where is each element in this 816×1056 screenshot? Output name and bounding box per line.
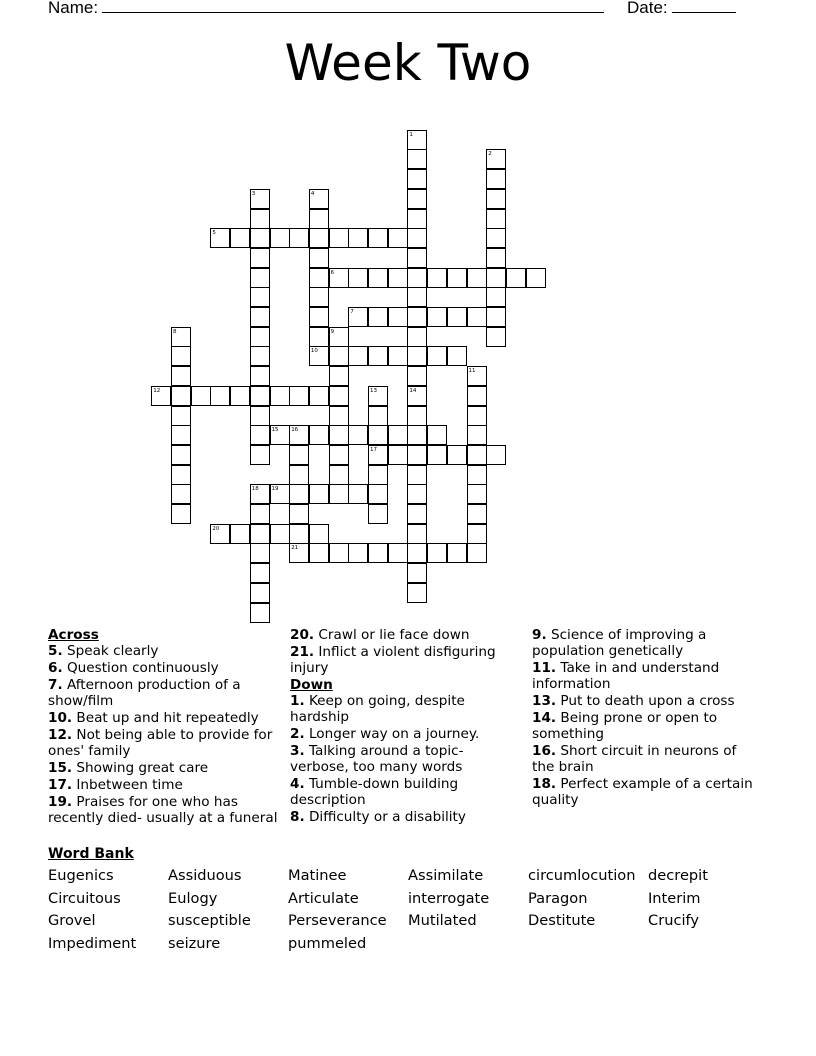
- grid-cell[interactable]: [250, 366, 270, 386]
- clue-number: 16: [291, 427, 299, 434]
- grid-cell[interactable]: [447, 268, 467, 288]
- clue-text: Talking around a topic- verbose, too many words: [290, 743, 464, 775]
- clue-number: 8: [173, 328, 177, 335]
- word-bank-item: Assiduous: [168, 867, 242, 884]
- clue-number: 15: [271, 427, 279, 434]
- grid-cell[interactable]: [329, 465, 349, 485]
- clue-number: 12: [153, 387, 161, 394]
- clue-text: Keep on going, despite hardship: [290, 693, 465, 725]
- clue-item: [532, 660, 762, 692]
- grid-cell[interactable]: [407, 583, 427, 603]
- clue-number: 19: [271, 486, 279, 493]
- word-bank-item: Interim: [648, 889, 701, 907]
- grid-cell[interactable]: [348, 484, 368, 504]
- clue-text: Difficulty or a disability: [304, 809, 466, 825]
- grid-cell[interactable]: [407, 130, 427, 150]
- clue-number-label: 15.: [48, 760, 73, 776]
- word-bank-item: decrepit: [648, 867, 708, 884]
- grid-cell[interactable]: [427, 307, 447, 327]
- grid-cell[interactable]: [210, 524, 230, 544]
- grid-cell[interactable]: [230, 524, 250, 544]
- grid-cell[interactable]: [250, 248, 270, 268]
- grid-cell[interactable]: [270, 228, 290, 248]
- clue-number-label: 10.: [48, 710, 73, 726]
- clue-number-label: 21.: [290, 644, 315, 660]
- grid-cell[interactable]: [368, 445, 388, 465]
- grid-cell[interactable]: [447, 543, 467, 563]
- clue-number-label: 4.: [290, 776, 305, 792]
- grid-cell[interactable]: [250, 524, 270, 544]
- grid-cell[interactable]: [289, 524, 309, 544]
- clue-number: 4: [310, 190, 315, 197]
- grid-cell[interactable]: [427, 346, 447, 366]
- grid-cell[interactable]: [467, 543, 487, 563]
- clue-number: 3: [251, 190, 256, 197]
- down-clue-list: [290, 693, 510, 825]
- across-clue-list-cont: [290, 627, 510, 676]
- grid-cell[interactable]: [348, 307, 368, 327]
- grid-cell[interactable]: [329, 228, 349, 248]
- clues-column-3: [532, 627, 762, 809]
- grid-cell[interactable]: [427, 268, 447, 288]
- grid-cell[interactable]: [407, 228, 427, 248]
- word-bank: [48, 867, 768, 953]
- grid-cell[interactable]: [171, 386, 191, 406]
- word-bank-item: Assimilate: [408, 867, 484, 884]
- grid-cell[interactable]: [407, 307, 427, 327]
- grid-cell[interactable]: [388, 425, 408, 445]
- grid-cell[interactable]: [368, 406, 388, 426]
- grid-cell[interactable]: [447, 445, 467, 465]
- grid-cell[interactable]: [309, 543, 329, 563]
- grid-cell[interactable]: [486, 209, 506, 229]
- grid-cell[interactable]: [270, 524, 290, 544]
- grid-cell[interactable]: [171, 346, 191, 366]
- clue-number: 20: [212, 525, 220, 532]
- grid-cell[interactable]: [467, 425, 487, 445]
- grid-cell[interactable]: [289, 465, 309, 485]
- clue-text: Science of improving a population genetically: [532, 627, 707, 659]
- grid-cell[interactable]: [407, 248, 427, 268]
- grid-cell[interactable]: [407, 386, 427, 406]
- grid-cell[interactable]: [407, 425, 427, 445]
- name-label: Name:: [48, 0, 99, 17]
- clue-item: [48, 643, 284, 659]
- clue-number-label: 11.: [532, 660, 557, 676]
- grid-cell[interactable]: [486, 149, 506, 169]
- grid-cell[interactable]: [309, 346, 329, 366]
- clue-text: Short circuit in neurons of the brain: [532, 743, 737, 775]
- grid-cell[interactable]: [250, 189, 270, 209]
- clue-item: [532, 776, 762, 808]
- clue-item: [48, 710, 284, 726]
- grid-cell[interactable]: [407, 346, 427, 366]
- clue-text: Praises for one who has recently died- usually at a funeral: [48, 794, 278, 826]
- clue-item: [532, 743, 762, 775]
- grid-cell[interactable]: [250, 287, 270, 307]
- grid-cell[interactable]: [368, 346, 388, 366]
- clue-text: Not being able to provide for ones' family: [48, 727, 273, 759]
- grid-cell[interactable]: [171, 484, 191, 504]
- grid-cell[interactable]: [407, 524, 427, 544]
- word-bank-item: Impediment: [48, 934, 137, 952]
- grid-cell[interactable]: [407, 169, 427, 189]
- grid-cell[interactable]: [348, 228, 368, 248]
- grid-cell[interactable]: [270, 484, 290, 504]
- clue-number-label: 2.: [290, 726, 305, 742]
- grid-cell[interactable]: [427, 543, 447, 563]
- grid-cell[interactable]: [329, 406, 349, 426]
- word-bank-item: susceptible: [168, 912, 251, 929]
- word-bank-item: Paragon: [528, 889, 588, 907]
- clue-number-label: 17.: [48, 777, 73, 793]
- word-bank-item: pummeled: [288, 934, 367, 952]
- grid-cell[interactable]: [250, 228, 270, 248]
- grid-cell[interactable]: [467, 406, 487, 426]
- grid-cell[interactable]: [447, 307, 467, 327]
- grid-cell[interactable]: [171, 366, 191, 386]
- grid-cell[interactable]: [250, 425, 270, 445]
- clue-text: Crawl or lie face down: [314, 627, 470, 643]
- grid-cell[interactable]: [309, 248, 329, 268]
- grid-cell[interactable]: [329, 346, 349, 366]
- grid-cell[interactable]: [329, 484, 349, 504]
- word-bank-item: circumlocution: [528, 867, 636, 884]
- grid-cell[interactable]: [407, 268, 427, 288]
- across-heading: Across: [48, 627, 99, 643]
- grid-cell[interactable]: [289, 445, 309, 465]
- grid-cell[interactable]: [467, 465, 487, 485]
- grid-cell[interactable]: [250, 445, 270, 465]
- clue-text: Take in and understand information: [532, 660, 720, 692]
- grid-cell[interactable]: [250, 484, 270, 504]
- clue-text: Afternoon production of a show/film: [48, 677, 241, 709]
- grid-cell[interactable]: [407, 327, 427, 347]
- clue-item: [290, 693, 510, 725]
- clue-item: [290, 627, 510, 643]
- clue-item: [532, 693, 762, 709]
- grid-cell[interactable]: [407, 149, 427, 169]
- grid-cell[interactable]: [368, 543, 388, 563]
- word-bank-item: Matinee: [288, 867, 347, 884]
- grid-cell[interactable]: [309, 327, 329, 347]
- grid-cell[interactable]: [210, 386, 230, 406]
- clue-number: 21: [291, 545, 299, 552]
- grid-cell[interactable]: [486, 169, 506, 189]
- word-bank-item: Articulate: [288, 889, 359, 907]
- grid-cell[interactable]: [309, 386, 329, 406]
- grid-cell[interactable]: [250, 543, 270, 563]
- grid-cell[interactable]: [407, 189, 427, 209]
- grid-cell[interactable]: [407, 484, 427, 504]
- grid-cell[interactable]: [309, 287, 329, 307]
- across-clue-list: [48, 643, 284, 826]
- grid-cell[interactable]: [368, 425, 388, 445]
- word-bank-item: Eugenics: [48, 867, 114, 884]
- clue-item: [290, 809, 510, 825]
- grid-cell[interactable]: [171, 504, 191, 524]
- grid-cell[interactable]: [230, 228, 250, 248]
- grid-cell[interactable]: [467, 504, 487, 524]
- grid-cell[interactable]: [171, 465, 191, 485]
- grid-cell[interactable]: [467, 524, 487, 544]
- grid-cell[interactable]: [427, 425, 447, 445]
- clue-item: [532, 627, 762, 659]
- clue-text: Inflict a violent disfiguring injury: [290, 644, 496, 676]
- clue-number-label: 19.: [48, 794, 73, 810]
- grid-cell[interactable]: [210, 228, 230, 248]
- down-clue-list-cont: [532, 627, 762, 808]
- grid-cell[interactable]: [250, 386, 270, 406]
- grid-cell[interactable]: [407, 287, 427, 307]
- clue-number-label: 6.: [48, 660, 63, 676]
- grid-cell[interactable]: [348, 543, 368, 563]
- grid-cell[interactable]: [171, 425, 191, 445]
- grid-cell[interactable]: [289, 425, 309, 445]
- clue-number: 10: [310, 348, 318, 355]
- grid-cell[interactable]: [467, 268, 487, 288]
- clue-number-label: 9.: [532, 627, 547, 643]
- grid-cell[interactable]: [289, 484, 309, 504]
- word-bank-item: Eulogy: [168, 889, 218, 907]
- clue-number-label: 7.: [48, 677, 63, 693]
- clue-item: [48, 760, 284, 776]
- grid-cell[interactable]: [171, 445, 191, 465]
- grid-cell[interactable]: [368, 386, 388, 406]
- clue-item: [290, 743, 510, 775]
- word-bank-item: seizure: [168, 934, 221, 952]
- clue-number: 11: [468, 368, 476, 375]
- grid-cell[interactable]: [250, 307, 270, 327]
- grid-cell[interactable]: [309, 268, 329, 288]
- word-bank-item: Destitute: [528, 912, 596, 929]
- grid-cell[interactable]: [388, 445, 408, 465]
- clue-item: [48, 677, 284, 709]
- clue-item: [48, 660, 284, 676]
- grid-cell[interactable]: [388, 268, 408, 288]
- grid-cell[interactable]: [230, 386, 250, 406]
- clue-number: 5: [212, 230, 216, 237]
- grid-cell[interactable]: [407, 543, 427, 563]
- clue-number-label: 12.: [48, 727, 73, 743]
- clue-number: 6: [330, 269, 335, 276]
- grid-cell[interactable]: [526, 268, 546, 288]
- grid-cell[interactable]: [486, 189, 506, 209]
- grid-cell[interactable]: [289, 386, 309, 406]
- clue-item: [48, 727, 284, 759]
- grid-cell[interactable]: [151, 386, 171, 406]
- grid-cell[interactable]: [329, 386, 349, 406]
- grid-cell[interactable]: [467, 445, 487, 465]
- word-bank-item: interrogate: [408, 889, 490, 907]
- clue-number: 1: [409, 131, 413, 138]
- clue-number-label: 18.: [532, 776, 557, 792]
- word-bank-item: Circuitous: [48, 889, 121, 907]
- clue-text: Put to death upon a cross: [556, 693, 735, 709]
- clue-text: Speak clearly: [62, 643, 159, 659]
- clue-number: 7: [350, 309, 354, 315]
- word-bank-item: Mutilated: [408, 912, 477, 929]
- grid-cell[interactable]: [309, 524, 329, 544]
- grid-cell[interactable]: [486, 287, 506, 307]
- clue-text: Tumble-down building description: [290, 776, 459, 808]
- clue-number-label: 8.: [290, 809, 305, 825]
- date-label: Date:: [627, 0, 668, 17]
- clue-item: [532, 710, 762, 742]
- grid-cell[interactable]: [467, 484, 487, 504]
- grid-cell[interactable]: [309, 307, 329, 327]
- grid-cell[interactable]: [486, 445, 506, 465]
- grid-cell[interactable]: [407, 366, 427, 386]
- grid-cell[interactable]: [506, 268, 526, 288]
- clue-text: Question continuously: [62, 660, 219, 676]
- clue-item: [290, 726, 510, 742]
- grid-cell[interactable]: [171, 406, 191, 426]
- grid-cell[interactable]: [191, 386, 211, 406]
- word-bank-item: Grovel: [48, 912, 96, 929]
- grid-cell[interactable]: [270, 386, 290, 406]
- grid-cell[interactable]: [368, 504, 388, 524]
- grid-cell[interactable]: [250, 406, 270, 426]
- grid-cell[interactable]: [348, 425, 368, 445]
- word-bank-title: Word Bank: [48, 846, 134, 862]
- grid-cell[interactable]: [407, 563, 427, 583]
- grid-cell[interactable]: [368, 484, 388, 504]
- word-bank-item: Crucify: [648, 912, 700, 929]
- grid-cell[interactable]: [407, 209, 427, 229]
- grid-cell[interactable]: [329, 543, 349, 563]
- clues-column-2: [290, 627, 510, 826]
- clue-item: [48, 777, 284, 793]
- grid-cell[interactable]: [348, 268, 368, 288]
- grid-cell[interactable]: [467, 386, 487, 406]
- grid-cell[interactable]: [329, 366, 349, 386]
- grid-cell[interactable]: [309, 484, 329, 504]
- grid-cell[interactable]: [250, 583, 270, 603]
- grid-cell[interactable]: [250, 603, 270, 623]
- grid-cell[interactable]: [486, 268, 506, 288]
- grid-cell[interactable]: [250, 209, 270, 229]
- grid-cell[interactable]: [309, 425, 329, 445]
- grid-cell[interactable]: [407, 504, 427, 524]
- clue-item: [290, 644, 510, 676]
- grid-cell[interactable]: [309, 189, 329, 209]
- clue-number-label: 3.: [290, 743, 305, 759]
- clue-number: 13: [370, 387, 377, 394]
- grid-cell[interactable]: [250, 563, 270, 583]
- grid-cell[interactable]: [250, 346, 270, 366]
- clue-number-label: 20.: [290, 627, 315, 643]
- grid-cell[interactable]: [388, 543, 408, 563]
- clue-item: [290, 776, 510, 808]
- grid-cell[interactable]: [388, 228, 408, 248]
- grid-cell[interactable]: [329, 268, 349, 288]
- clue-text: Perfect example of a certain quality: [532, 776, 753, 808]
- clue-number: 17: [370, 446, 377, 453]
- grid-cell[interactable]: [309, 209, 329, 229]
- grid-cell[interactable]: [329, 327, 349, 347]
- clue-text: Beat up and hit repeatedly: [72, 710, 259, 726]
- clue-number-label: 14.: [532, 710, 557, 726]
- clue-item: [48, 794, 284, 826]
- grid-cell[interactable]: [388, 346, 408, 366]
- grid-cell[interactable]: [486, 307, 506, 327]
- grid-cell[interactable]: [289, 543, 309, 563]
- grid-cell[interactable]: [486, 248, 506, 268]
- down-heading: Down: [290, 677, 333, 693]
- clue-number-label: 1.: [290, 693, 305, 709]
- grid-cell[interactable]: [348, 346, 368, 366]
- word-bank-item: Perseverance: [288, 912, 387, 929]
- grid-cell[interactable]: [329, 445, 349, 465]
- grid-cell[interactable]: [250, 327, 270, 347]
- grid-cell[interactable]: [309, 228, 329, 248]
- grid-cell[interactable]: [447, 346, 467, 366]
- grid-cell[interactable]: [368, 307, 388, 327]
- clue-number: 9: [330, 328, 335, 335]
- grid-cell[interactable]: [270, 425, 290, 445]
- grid-cell[interactable]: [250, 504, 270, 524]
- grid-cell[interactable]: [407, 465, 427, 485]
- grid-cell[interactable]: [368, 268, 388, 288]
- clue-text: Longer way on a journey.: [304, 726, 480, 742]
- grid-cell[interactable]: [250, 268, 270, 288]
- grid-cell[interactable]: [171, 327, 191, 347]
- grid-cell[interactable]: [289, 504, 309, 524]
- clue-text: Showing great care: [72, 760, 209, 776]
- clue-number-label: 5.: [48, 643, 63, 659]
- grid-cell[interactable]: [407, 406, 427, 426]
- grid-cell[interactable]: [368, 228, 388, 248]
- grid-cell[interactable]: [467, 366, 487, 386]
- clue-number: 18: [251, 486, 259, 493]
- grid-cell[interactable]: [427, 445, 447, 465]
- clue-number-label: 16.: [532, 743, 557, 759]
- clue-number: 14: [409, 387, 417, 394]
- clue-number-label: 13.: [532, 693, 557, 709]
- grid-cell[interactable]: [329, 425, 349, 445]
- clue-text: Being prone or open to something: [532, 710, 718, 742]
- clue-text: Inbetween time: [72, 777, 183, 793]
- grid-cell[interactable]: [467, 307, 487, 327]
- grid-cell[interactable]: [289, 228, 309, 248]
- page-title: Week Two: [284, 34, 532, 92]
- grid-cell[interactable]: [368, 465, 388, 485]
- grid-cell[interactable]: [486, 327, 506, 347]
- grid-cell[interactable]: [407, 445, 427, 465]
- grid-cell[interactable]: [486, 228, 506, 248]
- clues-column-1: [48, 627, 284, 827]
- grid-cell[interactable]: [388, 307, 408, 327]
- clue-number: 2: [488, 151, 492, 158]
